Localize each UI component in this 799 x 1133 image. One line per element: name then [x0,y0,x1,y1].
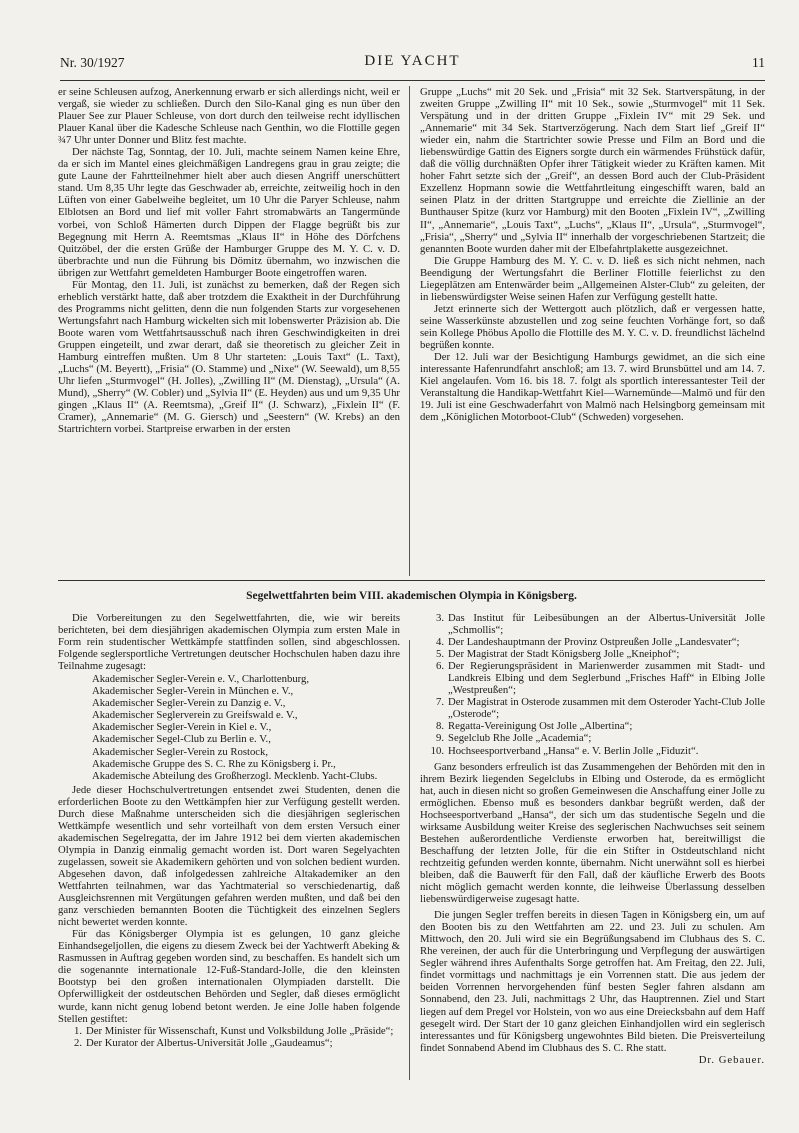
list-text: Segelclub Rhe Jolle „Academia“; [448,732,592,745]
paragraph: Die jungen Segler treffen bereits in diesen Tagen in Königsberg ein, um auf den Booten bis zu den Wettfahrten am 22. und 23. Juli zu schulen. Am Mittwoch, den 20. Juli wird sie ein Begrüßungsabend im Clubhaus des S. C. Rhe vereinen, der auch für die Unterbringung und Verpflegung der auswärtigen Segler während ihres Aufenthalts Sorge getroffen hat. Am Freitag, den 22. Juli, findet vormittags und nachmittags je ein Vorrennen statt. Die aus jedem der beiden Vorrennen hervorgehenden fünf besten Segler fahren alsdann am Sonnabend, den 23. Juli, nachmittags 2 Uhr, das Hauptrennen. Ziel und Start liegen auf dem Pregel vor Holstein, von wo aus eine Dreiecksbahn auf dem Haff gesegelt wird. Der Start der 10 ganz gleichen Einhandjollen wird ein seglerisch interessantes und für Königsberg ungewohntes Bild bieten. Die Preisverteilung findet Sonnabend Abend im Clubhaus des S. C. Rhe statt. [420,909,765,1054]
header-rule [60,80,765,81]
list-number: 8. [435,720,444,733]
list-item: Akademischer Segel-Club zu Berlin e. V., [92,733,271,746]
list-text: Der Magistrat in Osterode zusammen mit dem Osteroder Yacht-Club Jolle „Osterode“; [448,696,765,721]
donor-list [420,612,765,757]
list-item [420,696,765,720]
list-number: 2. [73,1036,82,1049]
paragraph: Gruppe „Luchs“ mit 20 Sek. und „Frisia“ mit 32 Sek. Startverspätung, in der zweiten Gruppe „Zwilling II“ mit 10 Sek., sowie „Sturmvogel“ mit 11 Sek. Verspätung und in der dritten Gruppe „Fixlein IV“ mit 29 Sek. und „Annemarie“ mit 34 Sek. Startverzögerung. Nach dem Start lief „Greif II“ wieder ein, nahm die Startrichter sowie Presse und Film an Bord und die liebenswürdige Gattin des Eigners sorgte durch ein wärmendes Frühstück dafür, daß die völlig durchnäßten Opfer ihrer Tätigkeit wieder zu Kräften kamen. Mit hoher Fahrt setzte sich der „Greif“, an dessen Bord auch der Club-Präsident Exzellenz Hopmann sowie die Wettfahrtleitung eingeschifft waren, bald an seinen Platz in der dritten Startgruppe und erreichte die Ziellinie an der Bunthauser Spitze (kurz vor Hamburg) mit den Booten „Fixlein IV“, „Zwilling II“, „Annemarie“, „Louis Taxt“, „Luchs“, „Klaus II“, „Ursula“, „Sturmvogel“, „Frisia“, „Sherry“ und „Sylvia II“ innerhalb der vorgeschriebenen Startzeit; die genannten Boote wurden daher mit der Elbefahrtplakette ausgezeichnet. [420,86,765,255]
author-signature: Dr. Gebauer. [698,1053,765,1066]
list-item: Akademischer Segler-Verein in München e. V., [92,685,294,698]
magazine-title: DIE YACHT [364,53,461,69]
list-number: 3. [435,612,444,624]
list-number: 9. [435,732,444,745]
page-number: 11 [752,55,765,70]
list-text: Der Landeshauptmann der Provinz Ostpreußen Jolle „Landesvater“; [448,636,740,649]
paragraph: Die Gruppe Hamburg des M. Y. C. v. D. ließ es sich nicht nehmen, nach Beendigung der Wertungsfahrt die Berliner Flottille feierlichst zu den Liegeplätzen am Entenwärder beim „Allgemeinen Alster-Club“ zu geleiten, der in liebenswürdigster Weise seinen Hafen zur Verfügung gestellt hatte. [420,254,765,303]
list-number: 10. [430,744,444,757]
section-rule [58,580,765,581]
club-list [92,673,400,781]
list-text: Der Magistrat der Stadt Königsberg Jolle „Kneiphof“; [448,648,680,661]
list-text: Hochseesportverband „Hansa“ e. V. Berlin Jolle „Fiduzit“. [448,744,699,757]
list-text: Das Institut für Leibesübungen an der Albertus-Universität Jolle „Schmollis“; [448,612,765,637]
list-item: Akademischer Segler-Verein zu Danzig e. V., [92,697,286,710]
list-item [420,732,765,744]
column-divider [409,86,410,576]
column-bottom-left [58,612,400,1092]
list-number: 6. [435,660,444,673]
paragraph: Ganz besonders erfreulich ist das Zusammengehen der Behörden mit den in ihrem Bezirk liegenden Segelclubs in Elbing und Osterode, da es ermöglicht hat, auch in diesen nicht so großen Gemeinwesen die Anschaffung einer Jolle zu ermöglichen. Ebenso muß es besonders dankbar begrüßt werden, daß der Hochseesportverband „Hansa“, der sich um das studentische Segeln und die wirksame Ausbildung weiter Kreise des seglerischen Nachwuchses seit seinem Bestehen außerordentliche Verdienste erworben hat, bereitwilligst die Beschaffung der letzten Jolle, für die ein Stifter in Ostdeutschland nicht rechtzeitig gefunden werden konnte, übernahm. Nicht unerwähnt soll es hierbei bleiben, daß die Bauwerft für den Fall, daß der käufliche Erwerb des Boots nicht möglich gemacht werden konnte, die leihweise Überlassung desselben liebenswürdigerweise zugesagt hatte. [420,760,765,906]
issue-number: Nr. 30/1927 [60,55,125,70]
list-item: Akademische Abteilung des Großherzogl. Mecklenb. Yacht-Clubs. [92,769,378,782]
paragraph: Jetzt erinnerte sich der Wettergott auch plötzlich, daß er vergessen hatte, seine Wasserkünste abzustellen und zog seine feuchten Vorhänge fort, so daß sein Kollege Phöbus Apollo die Flottille des M. Y. C. v. D. freundlichst lächelnd begrüßen konnte. [420,302,765,351]
list-item [420,660,765,696]
column-bottom-right [420,612,765,1092]
donor-list [58,1025,400,1049]
paragraph: Der 12. Juli war der Besichtigung Hamburgs gewidmet, an die sich eine interessante Hafenrundfahrt anschloß; am 13. 7. wird Brunsbüttel und am 14. 7. Kiel angelaufen. Vom 16. bis 18. 7. folgt als sportlich interessantester Teil der Veranstaltung die Handikap-Wettfahrt Kiel—Warnemünde—Malmö und für den 19. Juli ist eine Geschwaderfahrt von Malmö nach Helsingborg gemeinsam mit dem „Königlichen Motorboot-Club“ (Schweden) vorgesehen. [420,351,765,424]
paragraph: Für Montag, den 11. Juli, ist zunächst zu bemerken, daß der Regen sich erheblich verstärkt hatte, daß aber trotzdem die Exaktheit in der Durchführung des Programms nicht gelitten, denn die nun folgenden Starts zur vorgesehenen Wertungsfahrt nach Hamburg wickelten sich mit lobenswerter Präzision ab. Die Boote waren vom Wettfahrtsausschuß nach ihren Geschwindigkeiten in drei Gruppen eingeteilt, und zwar derart, daß sie theoretisch zu gleicher Zeit in Hamburg eintreffen mußten. Um 8 Uhr starteten: „Louis Taxt“ (L. Taxt), „Luchs“ (M. Beyertt), „Frisia“ (O. Stamme) und „Nixe“ (W. Seewald), um 8,55 Uhr liefen „Sturmvogel“ (H. Jolles), „Zwilling II“ (M. Dienstag), „Ursula“ (A. Mund), „Sherry“ (W. Cobler) und „Sylvia II“ (E. Heyden) aus und um 9,35 Uhr gingen „Klaus II“ (A. Reemtsma), „Greif II“ (J. Schwarz), „Fixlein II“ (F. Cramer), „Annemarie“ (M. G. Giersch) und „Seestern“ (W. Krebs) an den Startrichtern vorbei. Startpreise erwarben in der ersten [58,278,400,436]
list-item: Akademischer Segler-Verein in Kiel e. V., [92,721,272,734]
list-item [420,636,765,648]
list-item: Akademischer Segler-Verein e. V., Charlottenburg, [92,673,310,686]
list-item [420,745,765,757]
list-text: Der Kurator der Albertus-Universität Jolle „Gaudeamus“; [86,1036,333,1049]
list-item [420,648,765,660]
page-header [60,53,765,75]
list-text: Der Regierungspräsident in Marienwerder zusammen mit Stadt- und Landkreis Elbing und dem Seglerbund „Frisches Haff“ in Elbing Jolle „Westpreußen“; [448,660,765,697]
column-divider [409,640,410,1080]
list-item [58,1025,400,1037]
list-text: Regatta-Vereinigung Ost Jolle „Albertina“; [448,720,633,733]
list-item: Akademischer Seglerverein zu Greifswald e. V., [92,709,298,722]
list-number: 5. [435,648,444,661]
paragraph: Jede dieser Hochschulvertretungen entsendet zwei Studenten, denen die erforderlichen Boote zu den Wettkämpfen hier zur Verfügung gestellt werden. Durch diese Maßnahme unterscheiden sich die diesjährigen seglerischen Wettkämpfe wesentlich und sehr vorteilhaft von dem ersten Versuch einer akademischen Segelregatta, der im Jahre 1912 bei dem vierten akademischen Olympia in Danzig einmalig gemacht worden ist. Dort waren Segelyachten zugelassen, soweit sie Akademikern gehörten und von solchen bedient wurden. Abgesehen davon, daß infolgedessen zahlreiche Altakademiker an den Wettfahrten teilnahmen, war das Yachtmaterial so verschiedenartig, daß Ausgleichsrennen mit Vergütungen gefahren werden mußten, und daß bei den ganz verschieden bemannten Booten die Tüchtigkeit des einzelnen Seglers nicht bewertet werden konnte. [58,783,400,929]
section-title: Segelwettfahrten beim VIII. akademischen Olympia in Königsberg. [246,590,577,602]
list-item [420,720,765,732]
list-item [420,612,765,636]
list-item: Akademische Gruppe des S. C. Rhe zu Königsberg i. Pr., [92,757,336,770]
list-text: Der Minister für Wissenschaft, Kunst und Volksbildung Jolle „Präside“; [86,1024,394,1037]
list-item: Akademischer Segler-Verein zu Rostock, [92,745,269,758]
list-number: 1. [73,1024,82,1037]
paragraph: er seine Schleusen aufzog, Anerkennung erwarb er sich allerdings nicht, weil er vergaß, sie wieder zu schließen. Durch den Silo-Kanal ging es nun über den Plauer See zur Plauer Schleuse, von dort durch den teilweise recht idyllischen Plauer Kanal über die Kadesche Schleuse nach Genthin, wo die Flottille gegen ¾7 Uhr unter Donner und Blitz fest machte. [58,86,400,147]
paragraph: Der nächste Tag, Sonntag, der 10. Juli, machte seinem Namen keine Ehre, da er sich im Mantel eines gleichmäßigen Landregens grau in grau zeigte; die gute Laune der Fahrtteilnehmer hielt aber auch diesen Angriff unerschüttert stand. Um 8,35 Uhr legte das Geschwader ab, erreichte, zeitweilig hoch in den Lüften von einer Gabelweihe begleitet, um 10 Uhr die Paryer Schleuse, nahm Elblotsen an Bord und lief mit voller Fahrt stromabwärts an Tangermünde vorbei, von Schloß Hämerten durch Dippen der Flagge begrüßt bis zur Begegnung mit Herrn A. Reemtsmas „Klaus II“ in Höhe des Dörfchens Quitzöbel, der die ersten Grüße der Hamburger Gruppe des M. Y. C. v. D. überbrachte und nun die Führung bis Dömitz übernahm, wo inzwischen die übrigen zur Wettfahrt gemeldeten Hamburger Boote eingetroffen waren. [58,146,400,279]
list-number: 4. [435,636,444,649]
paragraph: Die Vorbereitungen zu den Segelwettfahrten, die, wie wir bereits berichteten, bei dem diesjährigen akademischen Olympia zum ersten Male in Form rein studentischer Wettkämpfe stattfinden sollen, sind abgeschlossen. Folgende seglersportliche Vertretungen deutscher Hochschulen haben dazu ihre Teilnahme zugesagt: [58,612,400,673]
paragraph: Für das Königsberger Olympia ist es gelungen, 10 ganz gleiche Einhandsegeljollen, die eigens zu diesem Zweck bei der Yachtwerft Abeking & Rasmussen in Auftrag gegeben worden sind, zu beschaffen. Es handelt sich um die sogenannte internationale 12-Fuß-Standard-Jolle, die den kleinsten Bootstyp bei den großen internationalen Olympiaden darstellt. Die Opferwilligkeit der ostdeutschen Behörden und Segler, daß dieses ermöglicht wurde, kann nicht genug lobend betont werden. Je eine Jolle haben folgende Stellen gestiftet: [58,928,400,1025]
list-number: 7. [435,696,444,709]
list-item [58,1037,400,1049]
